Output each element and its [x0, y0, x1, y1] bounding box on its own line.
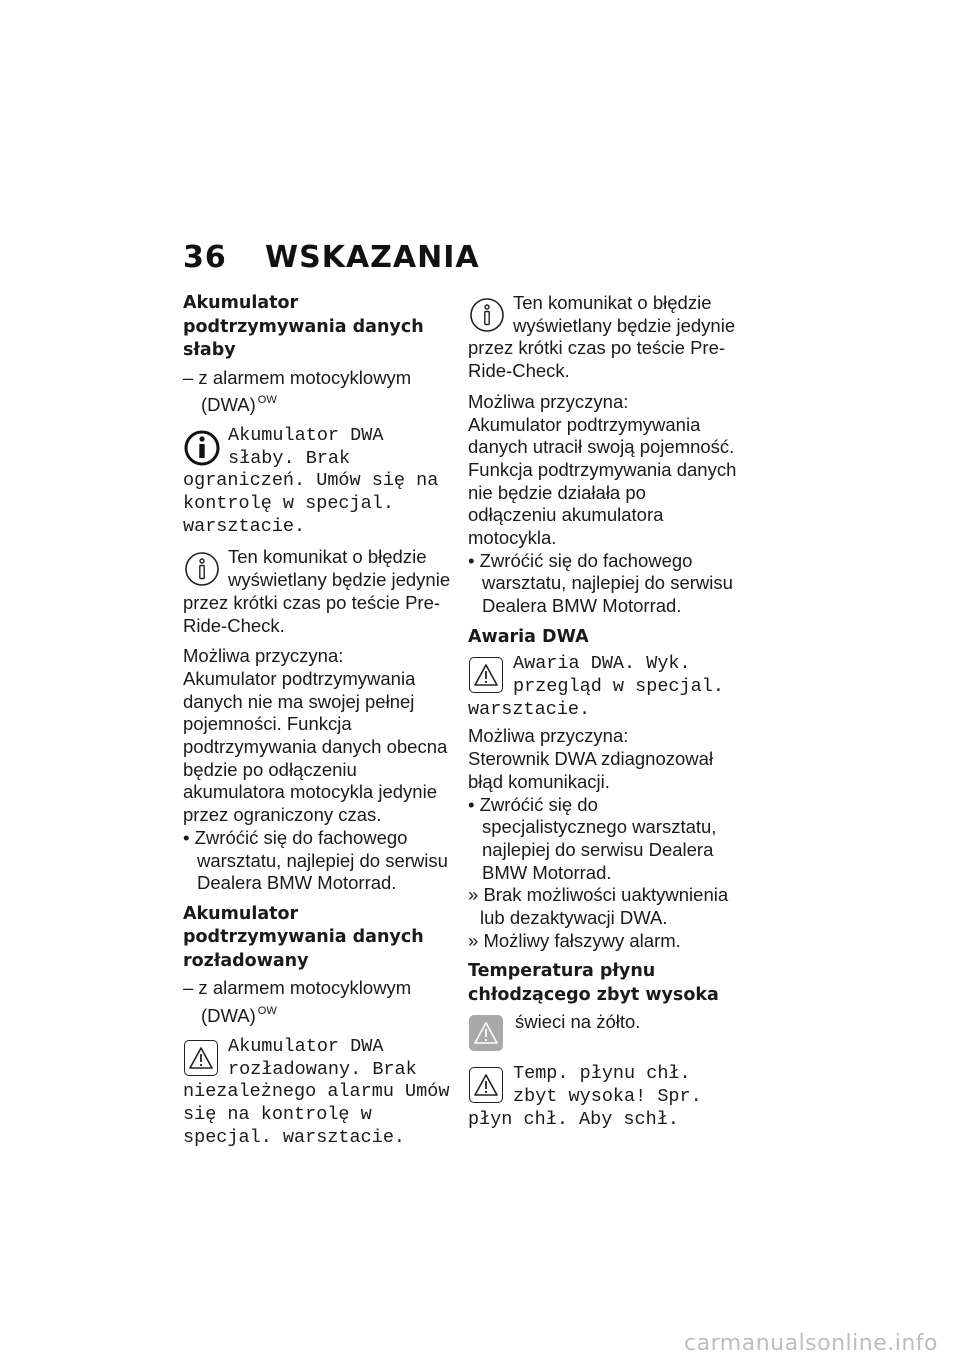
warning-lamp-icon: [469, 1015, 507, 1053]
left-column: [183, 292, 455, 1149]
section-heading-dwa-failure: Awaria DWA: [468, 626, 589, 647]
info-filled-icon: [184, 429, 220, 467]
warning-triangle-icon: [469, 1067, 505, 1105]
warning-triangle-icon: [184, 1040, 220, 1078]
section-heading-battery-weak: Akumulator podtrzymywania danych słaby: [183, 293, 424, 360]
page-number: 36: [183, 240, 227, 275]
page-header: [183, 240, 480, 275]
section-heading-battery-discharged: Akumulator podtrzymywania danych rozładowany: [183, 903, 424, 971]
display-message-battery-discharged: Akumulator DWA rozładowany. Brak niezależnego alarmu Umów się na kontrolę w specjal. warsztacie.: [183, 1035, 450, 1148]
result-item: » Brak możliwości uaktywnienia lub dezaktywacji DWA.: [468, 884, 729, 929]
cause-text: Sterownik DWA zdiagnozował błąd komunikacji.: [468, 748, 714, 792]
info-note: Ten komunikat o błędzie wyświetlany będzie jedynie przez krótki czas po teście Pre-Ride-Check.: [468, 292, 736, 382]
display-message-dwa-failure: Awaria DWA. Wyk. przegląd w specjal. warsztacie.: [468, 653, 724, 720]
warning-triangle-icon: [469, 657, 505, 695]
condition-item: – z alarmem motocyklowym (DWA) $^{OW}$: [183, 366, 412, 416]
cause-text: Akumulator podtrzymywania danych nie ma swojej pełnej pojemności. Funkcja podtrzymywania danych obecna będzie po odłączeniu akumulatora motocykla jedynie przez ograniczony czas.: [183, 667, 448, 826]
info-circle-icon: [184, 550, 220, 588]
display-message-coolant: Temp. płynu chł. zbyt wysoka! Spr. płyn chł. Aby schł.: [468, 1063, 702, 1130]
section-heading-coolant-temperature: Temperatura płynu chłodzącego zbyt wysoka: [468, 961, 719, 1005]
cause-label: Możliwa przyczyna:: [468, 725, 629, 747]
condition-item: – z alarmem motocyklowym (DWA) $^{OW}$: [183, 977, 412, 1027]
result-item: » Możliwy fałszywy alarm.: [468, 929, 681, 951]
action-bullet: • Zwróćić się do fachowego warsztatu, najlepiej do serwisu Dealera BMW Motorrad.: [468, 549, 733, 617]
right-column: [468, 292, 738, 1132]
action-bullet: • Zwróćić się do fachowego warsztatu, najlepiej do serwisu Dealera BMW Motorrad.: [183, 826, 448, 894]
action-bullet: • Zwróćić się do specjalistycznego warsztatu, najlepiej do serwisu Dealera BMW Motorrad.: [468, 793, 717, 883]
watermark: carmanualsonline.info: [684, 1331, 938, 1356]
display-message-battery-weak: Akumulator DWA słaby. Brak ograniczeń. Umów się na kontrolę w specjal. warsztacie.: [183, 424, 439, 537]
info-note: Ten komunikat o błędzie wyświetlany będzie jedynie przez krótki czas po teście Pre-Ride-Check.: [183, 546, 451, 636]
cause-label: Możliwa przyczyna:: [183, 645, 344, 667]
warning-lamp-note: świeci na żółto.: [468, 1011, 738, 1034]
cause-text: Akumulator podtrzymywania danych utracił swoją pojemność. Funkcja podtrzymywania danych nie będzie działała po odłączeniu akumulatora motocykla.: [468, 413, 737, 549]
info-circle-icon: [469, 296, 505, 334]
section-title: WSKAZANIA: [265, 240, 480, 275]
cause-label: Możliwa przyczyna:: [468, 390, 629, 412]
